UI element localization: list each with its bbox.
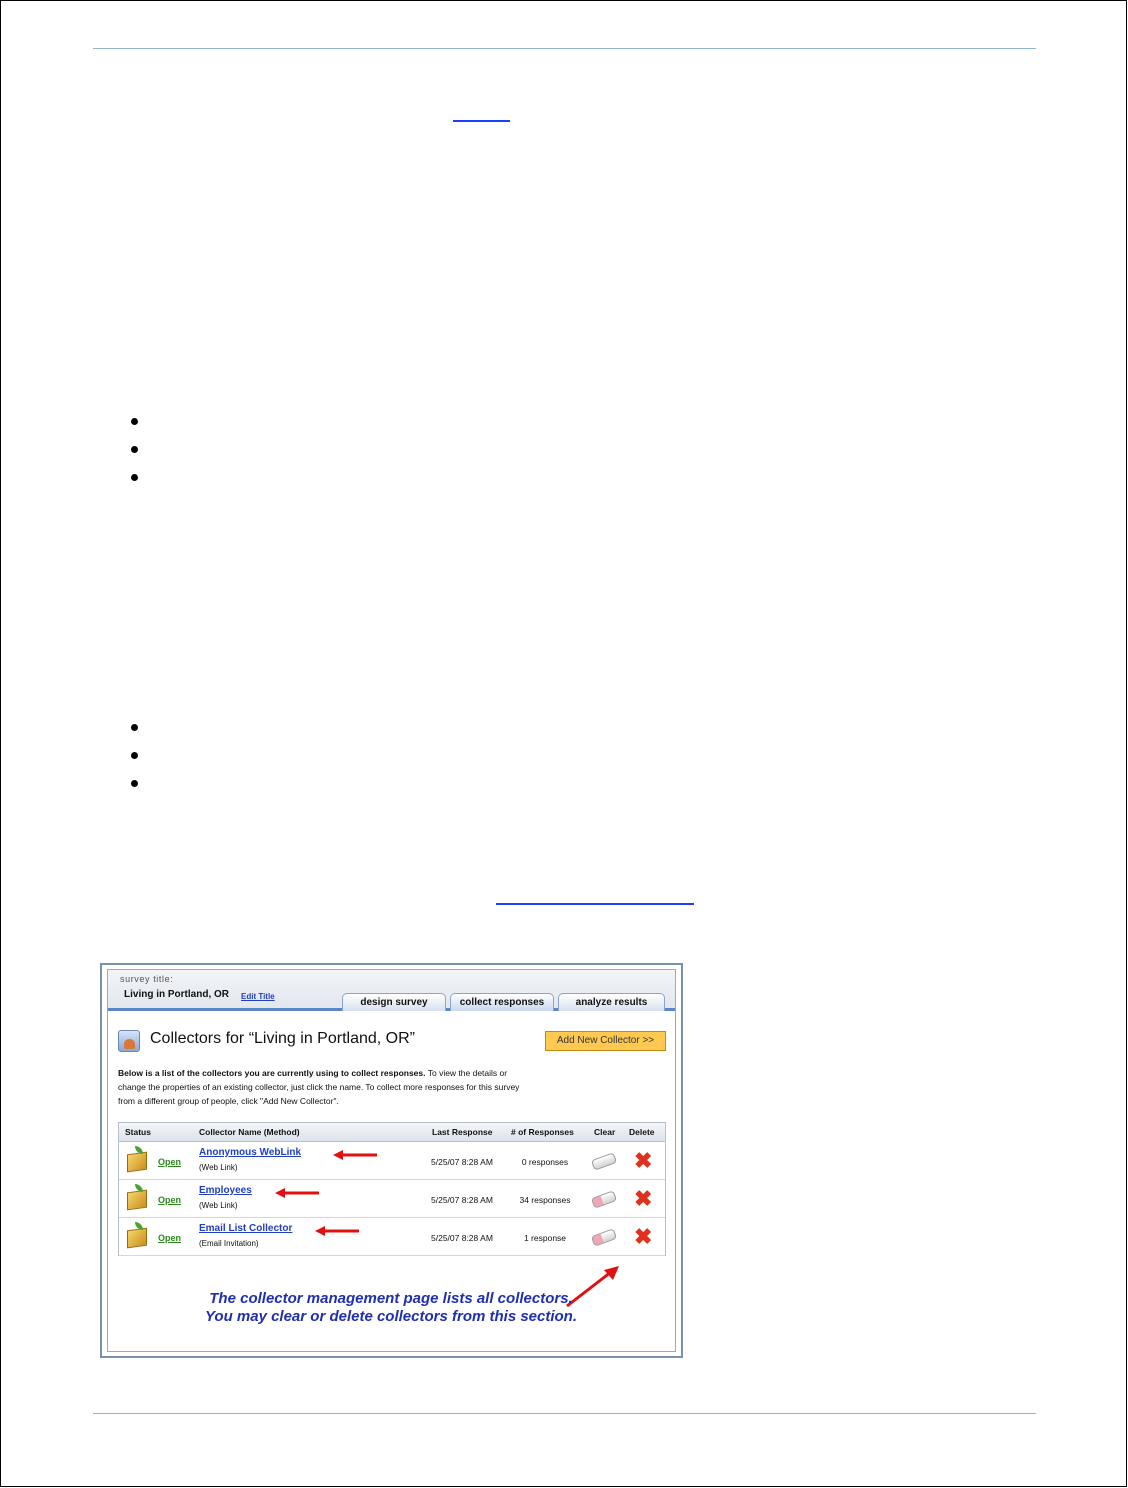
status-open-link[interactable]: Open — [158, 1195, 182, 1205]
delete-x-icon[interactable]: ✖ — [634, 1148, 653, 1173]
tab-analyze-results[interactable]: analyze results — [558, 993, 665, 1011]
tab-collect-responses[interactable]: collect responses — [450, 993, 554, 1011]
survey-name: Living in Portland, OR — [124, 989, 229, 1000]
column-header-last-response: Last Response — [432, 1127, 493, 1137]
bullet-point — [131, 474, 138, 481]
description-bold: Below is a list of the collectors you are currently using to collect responses. — [118, 1068, 426, 1078]
red-arrow-icon — [315, 1225, 361, 1237]
clear-eraser-icon[interactable] — [591, 1190, 617, 1209]
delete-x-icon[interactable]: ✖ — [634, 1186, 653, 1211]
add-new-collector-button[interactable]: Add New Collector >> — [545, 1031, 666, 1051]
collectors-heading: Collectors for “Living in Portland, OR” — [150, 1030, 415, 1047]
open-box-icon — [127, 1152, 147, 1173]
collectors-icon — [118, 1030, 140, 1052]
bullet-point — [131, 724, 138, 731]
tab-design-survey[interactable]: design survey — [342, 993, 446, 1011]
bullet-point — [131, 446, 138, 453]
last-response: 5/25/07 8:28 AM — [431, 1233, 493, 1243]
survey-header — [108, 970, 675, 1011]
bullet-point — [131, 752, 138, 759]
response-count: 0 responses — [521, 1157, 569, 1167]
red-arrow-icon — [275, 1187, 321, 1199]
collectors-table — [118, 1122, 666, 1256]
column-header-clear: Clear — [594, 1127, 616, 1137]
collector-name-link[interactable]: Employees — [199, 1185, 252, 1196]
column-header-status: Status — [125, 1127, 151, 1137]
response-count: 34 responses — [519, 1195, 571, 1205]
delete-x-icon[interactable]: ✖ — [634, 1224, 653, 1249]
red-arrow-icon — [333, 1149, 379, 1161]
table-header — [119, 1123, 665, 1142]
table-row — [119, 1142, 665, 1180]
collector-method: (Email Invitation) — [199, 1239, 259, 1248]
collectors-description — [118, 1066, 528, 1108]
clear-eraser-icon[interactable] — [591, 1152, 617, 1171]
collector-name-link[interactable]: Email List Collector — [199, 1223, 293, 1234]
collector-screenshot — [100, 963, 683, 1358]
hyperlink-underline[interactable] — [453, 120, 510, 122]
open-box-icon — [127, 1190, 147, 1211]
open-box-icon — [127, 1228, 147, 1249]
response-count: 1 response — [523, 1233, 567, 1243]
clear-eraser-icon[interactable] — [591, 1228, 617, 1247]
footer-rule — [93, 1413, 1036, 1414]
last-response: 5/25/07 8:28 AM — [431, 1157, 493, 1167]
edit-title-link[interactable]: Edit Title — [241, 992, 275, 1001]
survey-title-label: survey title: — [120, 974, 174, 984]
bullet-point — [131, 780, 138, 787]
screenshot-window — [107, 969, 676, 1352]
collector-method: (Web Link) — [199, 1201, 238, 1210]
last-response: 5/25/07 8:28 AM — [431, 1195, 493, 1205]
callout-text: The collector management page lists all collectors. You may clear or delete collectors from this section. — [204, 1290, 578, 1325]
collector-method: (Web Link) — [199, 1163, 238, 1172]
bullet-point — [131, 418, 138, 425]
hyperlink-underline[interactable] — [496, 903, 694, 905]
collector-name-link[interactable]: Anonymous WebLink — [199, 1147, 302, 1158]
status-open-link[interactable]: Open — [158, 1157, 182, 1167]
column-header-delete: Delete — [629, 1127, 655, 1137]
status-open-link[interactable]: Open — [158, 1233, 182, 1243]
column-header-collector-name: Collector Name (Method) — [199, 1127, 300, 1137]
header-rule — [93, 48, 1036, 49]
description-text: To view the details or change the properties of an existing collector, just click the name. To collect more responses for this survey from a different group of people, click "Add New Collector". — [118, 1068, 520, 1106]
table-row — [119, 1180, 665, 1218]
table-row — [119, 1218, 665, 1256]
column-header-responses: # of Responses — [511, 1127, 574, 1137]
